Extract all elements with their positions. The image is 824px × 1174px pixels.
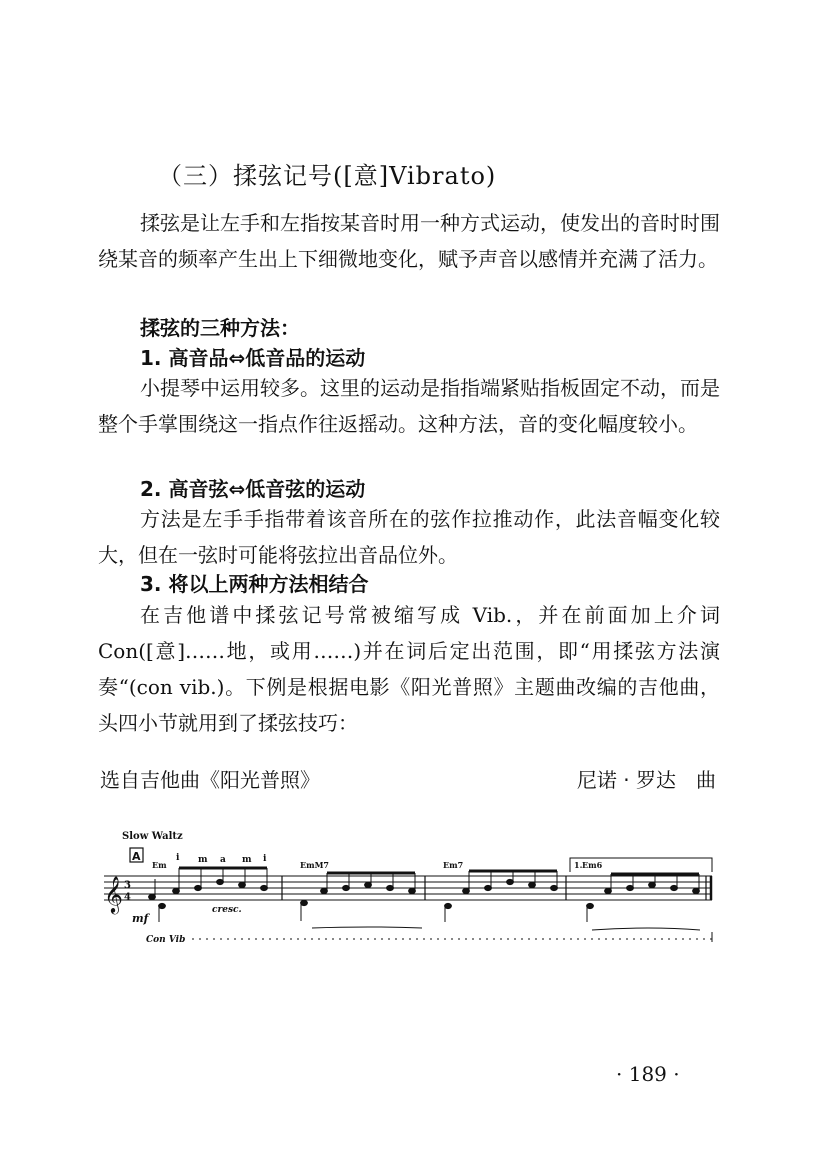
- music-score-excerpt: [100, 826, 720, 956]
- note-group: [445, 871, 558, 922]
- dynamic-marking: mf: [132, 912, 149, 925]
- treble-clef-symbol: 𝄞: [104, 875, 123, 913]
- time-signature: 4: [124, 892, 131, 903]
- rehearsal-mark: A: [132, 850, 141, 863]
- slur-arc: [592, 928, 700, 930]
- slur-arc: [312, 927, 422, 928]
- section-title: （三）揉弦记号([意]Vibrato): [158, 162, 497, 190]
- chord-label: Em: [152, 860, 167, 870]
- composer-credit: 尼诺 · 罗达 曲: [576, 768, 716, 792]
- method-1-paragraph: 小提琴中运用较多。这里的运动是指指端紧贴指板固定不动，而是整个手掌围绕这一指点作往返摇动。这种方法，音的变化幅度较小。: [98, 376, 720, 436]
- fingering-label: i: [263, 854, 267, 864]
- time-signature: 3: [124, 880, 131, 891]
- methods-heading: 揉弦的三种方法：: [140, 316, 300, 340]
- method-2-paragraph: 方法是左手手指带着该音所在的弦作拉推动作，此法音幅变化较大，但在一弦时可能将弦拉出音品位外。: [98, 507, 720, 567]
- chord-label: Em6: [582, 860, 603, 870]
- fingering-label: m: [198, 855, 208, 865]
- con-vib-marking: Con Vib: [146, 935, 186, 945]
- note-group: [301, 873, 416, 921]
- fingering-label: i: [176, 853, 180, 863]
- tempo-marking: Slow Waltz: [122, 831, 183, 842]
- method-2-heading: 2. 高音弦⇔低音弦的运动: [140, 477, 366, 501]
- method-3-heading: 3. 将以上两种方法相结合: [140, 572, 369, 596]
- method-1-heading: 1. 高音品⇔低音品的运动: [140, 346, 366, 370]
- chord-label: Em7: [443, 860, 464, 870]
- fingering-label: m: [242, 855, 252, 865]
- chord-label: EmM7: [300, 860, 329, 870]
- fingering-label: a: [220, 855, 226, 865]
- intro-paragraph: 揉弦是让左手和左指按某音时用一种方式运动，使发出的音时时围绕某音的频率产生出上下细微地变化，赋予声音以感情并充满了活力。: [98, 211, 720, 271]
- volta-number: 1.: [574, 860, 583, 870]
- page-number: · 189 ·: [616, 1062, 680, 1086]
- crescendo-marking: cresc.: [212, 905, 242, 915]
- notation-paragraph: 在吉他谱中揉弦记号常被缩写成 Vib.，并在前面加上介词 Con([意]……地，或用……)并在词后定出范围，即“用揉弦方法演奏“(con vib.)。下例是根据电影《阳光普照》主题曲改编的吉他曲，头四小节就用到了揉弦技巧：: [98, 603, 720, 735]
- source-title: 选自吉他曲《阳光普照》: [100, 768, 320, 792]
- note-group: [587, 874, 700, 922]
